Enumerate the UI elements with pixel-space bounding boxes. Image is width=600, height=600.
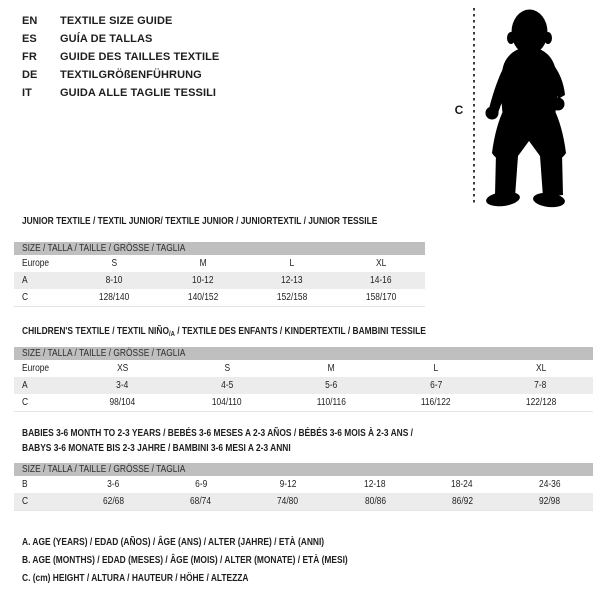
size-cell: XL bbox=[535, 363, 546, 374]
value-cell: 80/86 bbox=[364, 496, 386, 507]
value-cell: 74/80 bbox=[277, 496, 299, 507]
children-size-table bbox=[14, 347, 593, 412]
value-cell: 98/104 bbox=[109, 397, 136, 408]
value-cell: 110/116 bbox=[316, 397, 347, 408]
guide-title-de: TEXTILGRÖßENFÜHRUNG bbox=[60, 69, 202, 81]
value-cell: 7-8 bbox=[534, 380, 547, 391]
row-label-cell: C bbox=[22, 496, 29, 507]
value-cell: 104/110 bbox=[212, 397, 242, 408]
legend bbox=[22, 537, 410, 591]
children-row-height bbox=[14, 394, 593, 411]
row-label-cell: Europe bbox=[22, 363, 50, 374]
size-cell: S bbox=[111, 258, 118, 269]
size-cell: XL bbox=[375, 258, 386, 269]
height-measure-dotted-line bbox=[473, 8, 475, 204]
value-cell: 92/98 bbox=[538, 496, 560, 507]
babies-table-header-bar bbox=[14, 463, 593, 476]
babies-section-title-line2: BABYS 3-6 MONATE BIS 2-3 JAHRE / BAMBINI 3-6 MESI A 2-3 ANNI bbox=[22, 443, 291, 454]
value-cell: 6-7 bbox=[430, 380, 443, 391]
language-code: FR bbox=[22, 51, 37, 63]
children-table-header-bar bbox=[14, 347, 593, 360]
value-cell: 68/74 bbox=[190, 496, 212, 507]
legend-line-a: A. AGE (YEARS) / EDAD (AÑOS) / ÂGE (ANS) / ALTER (JAHRE) / ETÀ (ANNI) bbox=[22, 537, 325, 548]
legend-line-c: C. (cm) HEIGHT / ALTURA / HAUTEUR / HÖHE / ALTEZZA bbox=[22, 573, 249, 584]
language-code: IT bbox=[22, 87, 32, 99]
value-cell: 128/140 bbox=[99, 292, 130, 303]
row-label-cell: A bbox=[22, 380, 28, 391]
legend-line-b: B. AGE (MONTHS) / EDAD (MESES) / ÂGE (MOIS) / ALTER (MONATE) / ETÀ (MESI) bbox=[22, 555, 348, 566]
value-cell: 4-5 bbox=[220, 380, 233, 391]
guide-title-en: TEXTILE SIZE GUIDE bbox=[60, 15, 173, 27]
junior-section-title-text: JUNIOR TEXTILE / TEXTIL JUNIOR/ TEXTILE JUNIOR / JUNIORTEXTIL / JUNIOR TESSILE bbox=[22, 216, 378, 227]
size-cell: XS bbox=[116, 363, 128, 374]
size-header-label: SIZE / TALLA / TAILLE / GRÖSSE / TAGLIA bbox=[22, 243, 186, 254]
row-label-cell: B bbox=[22, 479, 28, 490]
language-header bbox=[22, 12, 219, 102]
value-cell: 3-4 bbox=[116, 380, 129, 391]
value-cell: 24-36 bbox=[538, 479, 561, 490]
value-cell: 18-24 bbox=[451, 479, 474, 490]
language-row-es bbox=[22, 30, 219, 48]
value-cell: 140/152 bbox=[187, 292, 219, 303]
junior-size-table bbox=[14, 242, 425, 307]
language-row-en bbox=[22, 12, 219, 30]
junior-row-height bbox=[14, 289, 425, 306]
value-cell: 62/68 bbox=[103, 496, 125, 507]
guide-title-it: GUIDA ALLE TAGLIE TESSILI bbox=[60, 87, 217, 99]
row-label-cell: Europe bbox=[22, 258, 50, 269]
value-cell: 6-9 bbox=[194, 479, 207, 490]
value-cell: 5-6 bbox=[325, 380, 338, 391]
children-row-europe bbox=[14, 360, 593, 377]
row-label-cell: C bbox=[22, 397, 29, 408]
guide-title-fr: GUIDE DES TAILLES TEXTILE bbox=[60, 51, 220, 63]
row-label-cell: C bbox=[22, 292, 29, 303]
value-cell: 9-12 bbox=[279, 479, 297, 490]
value-cell: 158/170 bbox=[365, 292, 396, 303]
baby-silhouette-icon bbox=[478, 5, 600, 217]
size-header-label: SIZE / TALLA / TAILLE / GRÖSSE / TAGLIA bbox=[22, 348, 186, 359]
children-row-age bbox=[14, 377, 593, 394]
size-header-label: SIZE / TALLA / TAILLE / GRÖSSE / TAGLIA bbox=[22, 464, 186, 475]
size-cell: M bbox=[199, 258, 207, 269]
babies-row-height bbox=[14, 493, 593, 510]
size-cell: S bbox=[224, 363, 230, 374]
value-cell: 10-12 bbox=[192, 275, 214, 286]
children-section-title-text: CHILDREN'S TEXTILE / TEXTIL NIÑO/A / TEXTILE DES ENFANTS / KINDERTEXTIL / BAMBINI TESSILE bbox=[22, 326, 426, 338]
language-code: EN bbox=[22, 15, 38, 27]
value-cell: 8-10 bbox=[105, 275, 123, 286]
value-cell: 116/122 bbox=[421, 397, 451, 408]
junior-row-europe bbox=[14, 255, 425, 272]
size-cell: M bbox=[327, 363, 335, 374]
size-cell: L bbox=[433, 363, 439, 374]
language-code: ES bbox=[22, 33, 37, 45]
babies-size-table bbox=[14, 463, 593, 511]
children-section-title bbox=[22, 326, 503, 337]
junior-section-title bbox=[22, 216, 445, 227]
value-cell: 152/158 bbox=[276, 292, 308, 303]
value-cell: 14-16 bbox=[369, 275, 392, 286]
babies-row-months bbox=[14, 476, 593, 493]
language-row-fr bbox=[22, 48, 219, 66]
value-cell: 122/128 bbox=[525, 397, 556, 408]
babies-section-title-line1: BABIES 3-6 MONTH TO 2-3 YEARS / BEBÉS 3-6 MESES A 2-3 AÑOS / BÉBÉS 3-6 MOIS À 2-3 ANS / bbox=[22, 428, 414, 439]
row-label-cell: A bbox=[22, 275, 28, 286]
language-code: DE bbox=[22, 69, 38, 81]
junior-row-age bbox=[14, 272, 425, 289]
language-row-de bbox=[22, 66, 219, 84]
value-cell: 86/92 bbox=[451, 496, 473, 507]
value-cell: 12-18 bbox=[364, 479, 386, 490]
height-measure-label: C bbox=[454, 103, 464, 117]
guide-title-es: GUÍA DE TALLAS bbox=[60, 33, 153, 45]
value-cell: 12-13 bbox=[281, 275, 303, 286]
language-row-it bbox=[22, 84, 219, 102]
value-cell: 3-6 bbox=[107, 479, 120, 490]
junior-table-header-bar bbox=[14, 242, 425, 255]
size-cell: L bbox=[289, 258, 295, 269]
